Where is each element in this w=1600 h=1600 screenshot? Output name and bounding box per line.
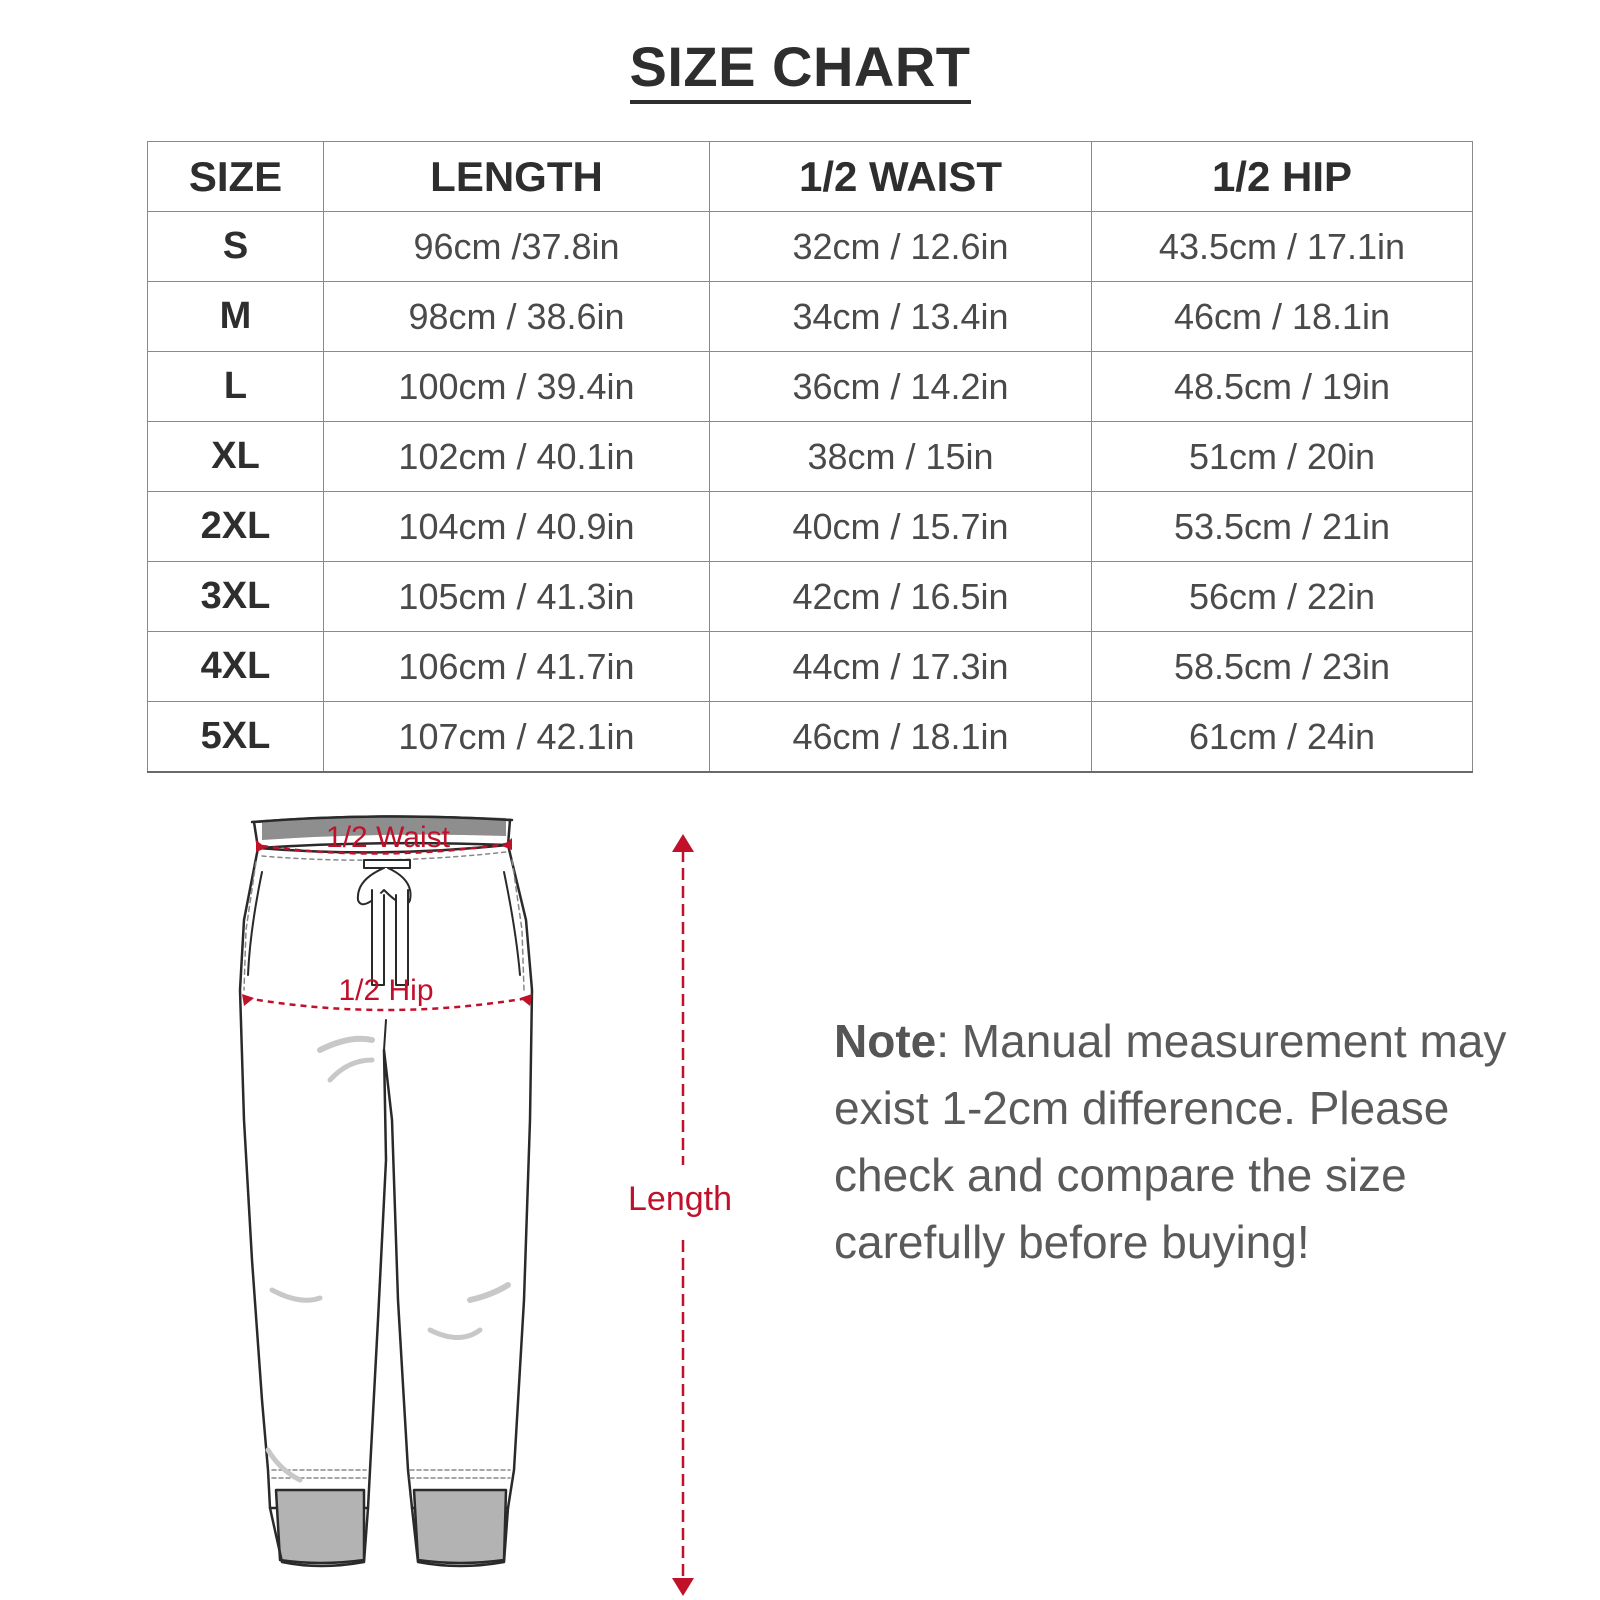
length-label: Length: [628, 1180, 732, 1218]
waist-cell: 38cm / 15in: [710, 422, 1092, 492]
waist-cell: 36cm / 14.2in: [710, 352, 1092, 422]
waist-cell: 44cm / 17.3in: [710, 632, 1092, 702]
hip-cell: 53.5cm / 21in: [1092, 492, 1473, 562]
length-cell: 98cm / 38.6in: [324, 282, 710, 352]
hip-cell: 48.5cm / 19in: [1092, 352, 1473, 422]
size-cell: M: [148, 282, 324, 352]
waist-cell: 32cm / 12.6in: [710, 212, 1092, 282]
table-row: [148, 492, 1473, 562]
length-arrow-top-icon: [672, 834, 694, 852]
waist-cell: 40cm / 15.7in: [710, 492, 1092, 562]
table-row: [148, 422, 1473, 492]
length-cell: 96cm /37.8in: [324, 212, 710, 282]
note-label: Note: [834, 1015, 937, 1067]
length-cell: 102cm / 40.1in: [324, 422, 710, 492]
length-cell: 106cm / 41.7in: [324, 632, 710, 702]
note-text: : Manual measurement may exist 1-2cm difference. Please check and compare the size carefully before buying!: [834, 1015, 1507, 1268]
size-cell: 2XL: [148, 492, 324, 562]
table-row: [148, 212, 1473, 282]
size-cell: XL: [148, 422, 324, 492]
size-cell: 5XL: [148, 702, 324, 773]
hip-label: 1/2 Hip: [338, 974, 434, 1007]
hip-cell: 56cm / 22in: [1092, 562, 1473, 632]
length-cell: 104cm / 40.9in: [324, 492, 710, 562]
waist-cell: 42cm / 16.5in: [710, 562, 1092, 632]
header-waist: 1/2 WAIST: [710, 142, 1092, 212]
hip-cell: 46cm / 18.1in: [1092, 282, 1473, 352]
table-row: [148, 632, 1473, 702]
page-title-text: SIZE CHART: [630, 35, 971, 104]
length-cell: 107cm / 42.1in: [324, 702, 710, 773]
waist-cell: 46cm / 18.1in: [710, 702, 1092, 773]
measurement-note: [834, 1008, 1554, 1276]
page-title: [0, 34, 1600, 99]
hip-cell: 61cm / 24in: [1092, 702, 1473, 773]
table-row: [148, 352, 1473, 422]
table-header-row: [148, 142, 1473, 212]
sweatpants-icon: [240, 816, 532, 1566]
size-cell: 4XL: [148, 632, 324, 702]
length-cell: 105cm / 41.3in: [324, 562, 710, 632]
hip-cell: 51cm / 20in: [1092, 422, 1473, 492]
table-row: [148, 282, 1473, 352]
waist-label: 1/2 Waist: [326, 821, 450, 854]
header-length: LENGTH: [324, 142, 710, 212]
size-cell: L: [148, 352, 324, 422]
waist-cell: 34cm / 13.4in: [710, 282, 1092, 352]
hip-cell: 58.5cm / 23in: [1092, 632, 1473, 702]
size-chart-table: [147, 141, 1473, 773]
size-cell: 3XL: [148, 562, 324, 632]
table-row: [148, 562, 1473, 632]
hip-cell: 43.5cm / 17.1in: [1092, 212, 1473, 282]
header-size: SIZE: [148, 142, 324, 212]
size-cell: S: [148, 212, 324, 282]
sweatpants-diagram: [0, 780, 760, 1600]
header-hip: 1/2 HIP: [1092, 142, 1473, 212]
table-row: [148, 702, 1473, 773]
length-cell: 100cm / 39.4in: [324, 352, 710, 422]
length-arrow-bottom-icon: [672, 1578, 694, 1596]
